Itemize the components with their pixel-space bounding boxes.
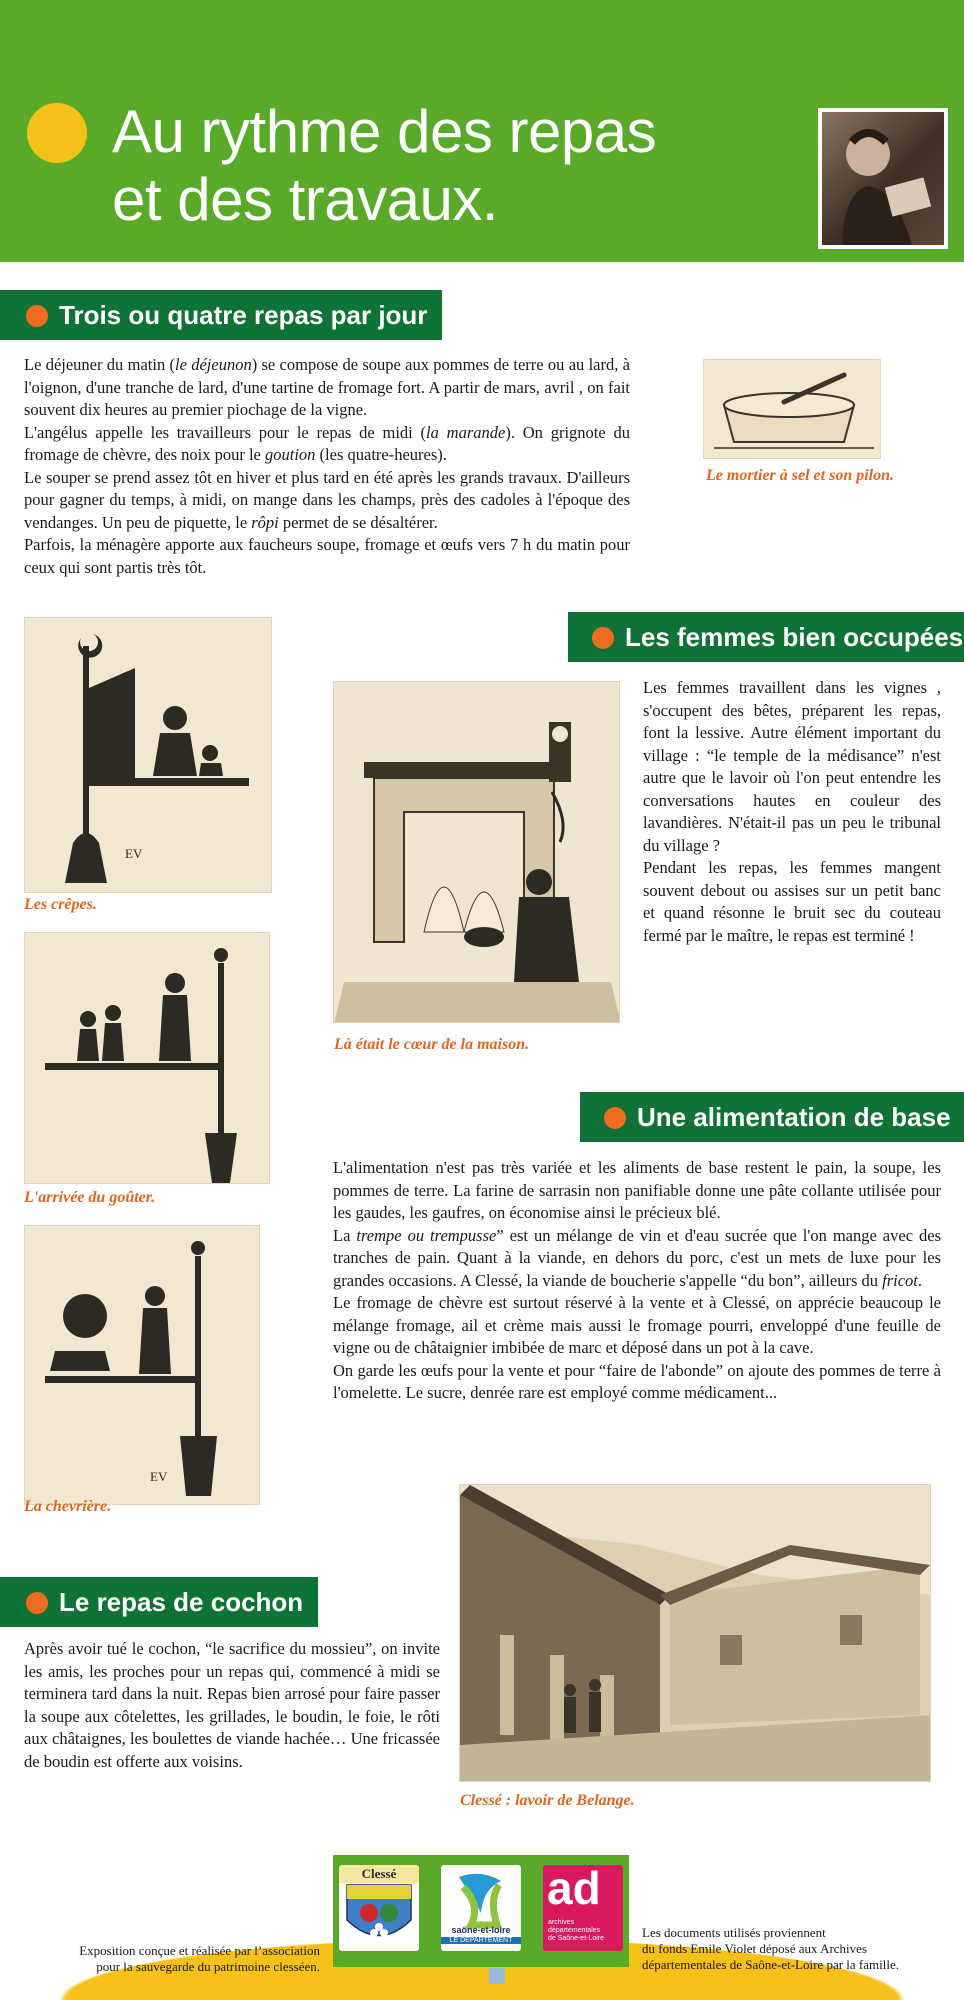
text: ) se compose de soupe aux pommes de terre ou au lard, à l'oignon, d'une tranche de lard, d'une tartine de fromage fort. A partir de mars, avril , on fait souvent dix heures au premier piochage de la vigne. — [24, 355, 631, 419]
caption-hearth: Là était le cœur de la maison. — [334, 1036, 530, 1053]
mortar-illustration — [703, 359, 881, 459]
text: Le souper se prend assez tôt en hiver et plus tard en été après les grands travaux. D'ailleurs pour gagner du temps, à midi, on mange dans les champs, près des cadoles à l'époque des vendanges. Un peu de piquette, le — [24, 467, 630, 532]
caption-chevriere: La chevrière. — [24, 1498, 112, 1515]
paragraph — [24, 354, 630, 422]
paragraph: On garde les œufs pour la vente et pour “faire de l'abonde” on ajoute des pommes de terre à l'omelette. Le sucre, denrée rare est employé comme médicament... — [333, 1360, 941, 1402]
paragraph: Pendant les repas, les femmes mangent souvent debout ou assises sur un petit banc et quand résonne le bruit sec du couteau fermé par le maître, le repas est terminé ! — [643, 858, 941, 945]
weathervane-crepes-image — [24, 617, 272, 893]
clesse-coat-of-arms-logo — [339, 1865, 419, 1951]
section-heading-meals — [0, 290, 442, 340]
logo-ad-text — [548, 1919, 604, 1943]
paragraph: Le fromage de chèvre est surtout réservé à la vente et à Clessé, on apprécie beaucoup le mélange fromage, ail et crème mais aussi le fromage pourri, enveloppé d'une feuille de vigne ou de châtaignier imbibée de marc et déposé dans un pot à la cave. — [333, 1293, 941, 1357]
text-italic: fricot — [882, 1270, 918, 1290]
footer-line: pour la sauvegarde du patrimoine clesséen. — [96, 1959, 320, 1974]
fireplace-illustration — [333, 681, 620, 1023]
text-italic: le déjeunon — [175, 355, 252, 374]
footer-line: du fonds Emile Violet déposé aux Archives — [642, 1941, 867, 1956]
page-title-line2: et des travaux. — [112, 166, 499, 233]
archives-departementales-logo — [543, 1865, 623, 1951]
paragraph: L'alimentation n'est pas très variée et les aliments de base restent le pain, la soupe, les pommes de terre. La farine de sarrasin non panifiable donne une pâte collante utilisée pour les gaudes, les gaufres, on économise ainsi le précieux blé. — [333, 1158, 941, 1222]
page-title-line1: Au rythme des repas — [112, 98, 657, 165]
title-banner — [0, 0, 964, 262]
text-italic: la marande — [426, 422, 506, 442]
text-italic: rôpi — [251, 512, 279, 532]
weathervane-gouter-image — [24, 932, 270, 1184]
paragraph — [24, 534, 630, 579]
paragraph — [24, 467, 630, 535]
paragraph: Les femmes travaillent dans les vignes , s'occupent des bêtes, préparent les repas, font la lessive. Autre élément important du village : “le temple de la médisance” n'est autre que le lavoir où l'on peut entendre les conversations hautes en couleur des lavandières. N'était-il pas un peu le tribunal du village ? — [643, 678, 941, 855]
paragraph — [24, 422, 630, 467]
heading-bullet-icon — [26, 1592, 48, 1614]
section-text-women — [643, 677, 941, 947]
artist-signature: EV — [125, 846, 143, 861]
paragraph — [333, 1225, 941, 1293]
section-text-pig — [24, 1638, 440, 1773]
section-text-meals — [24, 354, 630, 579]
caption-lavoir: Clessé : lavoir de Belange. — [460, 1792, 635, 1809]
footer-line: Les documents utilisés proviennent — [642, 1925, 826, 1940]
text: . — [917, 1270, 923, 1290]
text: (les quatre-heures). — [315, 445, 447, 464]
text: ). On grignote du fromage de chèvre, des noix pour le — [24, 422, 630, 464]
portrait-photo — [818, 108, 948, 249]
text: La — [333, 1225, 357, 1245]
text-italic: trempe ou trempusse — [356, 1225, 497, 1245]
text-italic: goution — [265, 445, 316, 464]
section-text-food — [333, 1157, 941, 1405]
footer-line: Exposition conçue et réalisée par l’association — [79, 1943, 320, 1958]
section-title: Trois ou quatre repas par jour — [59, 300, 428, 330]
section-title: Les femmes bien occupées — [625, 622, 964, 652]
logo-ad-line: archives — [548, 1919, 575, 1926]
text: L'angélus appelle les travailleurs pour le repas de midi ( — [24, 422, 427, 442]
section-heading-pig — [0, 1577, 318, 1627]
logo-ad-mark: ad — [547, 1865, 601, 1914]
caption-mortar: Le mortier à sel et son pilon. — [706, 467, 894, 484]
title-dot — [27, 103, 87, 163]
text: Parfois, la ménagère apporte aux faucheurs soupe, fromage et œufs vers 7 h du matin pour ceux qui sont partis très tôt. — [24, 535, 630, 577]
logo-ad-line: départementales — [548, 1927, 601, 1934]
lavoir-photo — [459, 1484, 931, 1782]
partner-logos — [333, 1855, 629, 1967]
weathervane-chevriere-image — [24, 1225, 260, 1505]
caption-crepes: Les crêpes. — [24, 896, 97, 913]
caption-gouter: L'arrivée du goûter. — [24, 1189, 156, 1206]
logo-ad-line: de Saône-et-Loire — [548, 1935, 605, 1942]
footer-credits-right — [642, 1925, 942, 1973]
section-heading-women — [568, 612, 964, 662]
artist-signature: EV — [150, 1469, 168, 1484]
section-heading-food — [580, 1092, 964, 1142]
saone-et-loire-logo — [441, 1865, 521, 1951]
footer-credits-left — [60, 1943, 320, 1975]
text: Le déjeuner du matin ( — [24, 355, 175, 374]
section-title: Le repas de cochon — [59, 1587, 304, 1617]
logo-departement-text: LE DÉPARTEMENT — [441, 1937, 521, 1944]
text: ” est un mélange de vin et d'eau sucrée que l'on mange avec des tranches de pain. Quant à la viande, en dehors du porc, c'est un mets de luxe pour les grandes occasions. A Clessé, la viande de boucherie s'appelle “du bon”, ailleurs du — [333, 1225, 941, 1290]
section-title: Une alimentation de base — [637, 1102, 951, 1132]
footer-line: départementales de Saône-et-Loire par la famille. — [642, 1957, 899, 1972]
small-square-icon — [489, 1968, 505, 1984]
logo-clesse-label: Clessé — [339, 1865, 419, 1883]
heading-bullet-icon — [604, 1107, 626, 1129]
logo-saone-text: saône-et-loire — [451, 1925, 511, 1935]
paragraph: Après avoir tué le cochon, “le sacrifice du mossieu”, on invite les amis, les proches pour un repas qui, commencé à midi se terminera tard dans la nuit. Repas bien arrosé pour faire passer la soupe aux côtelettes, les grillades, le boudin, le foie, le rôti aux châtaignes, les boulettes de viande hachée… Une fricassée de boudin est offerte aux voisins. — [24, 1639, 440, 1771]
heading-bullet-icon — [26, 305, 48, 327]
heading-bullet-icon — [592, 627, 614, 649]
text: permet de se désaltérer. — [278, 512, 438, 532]
